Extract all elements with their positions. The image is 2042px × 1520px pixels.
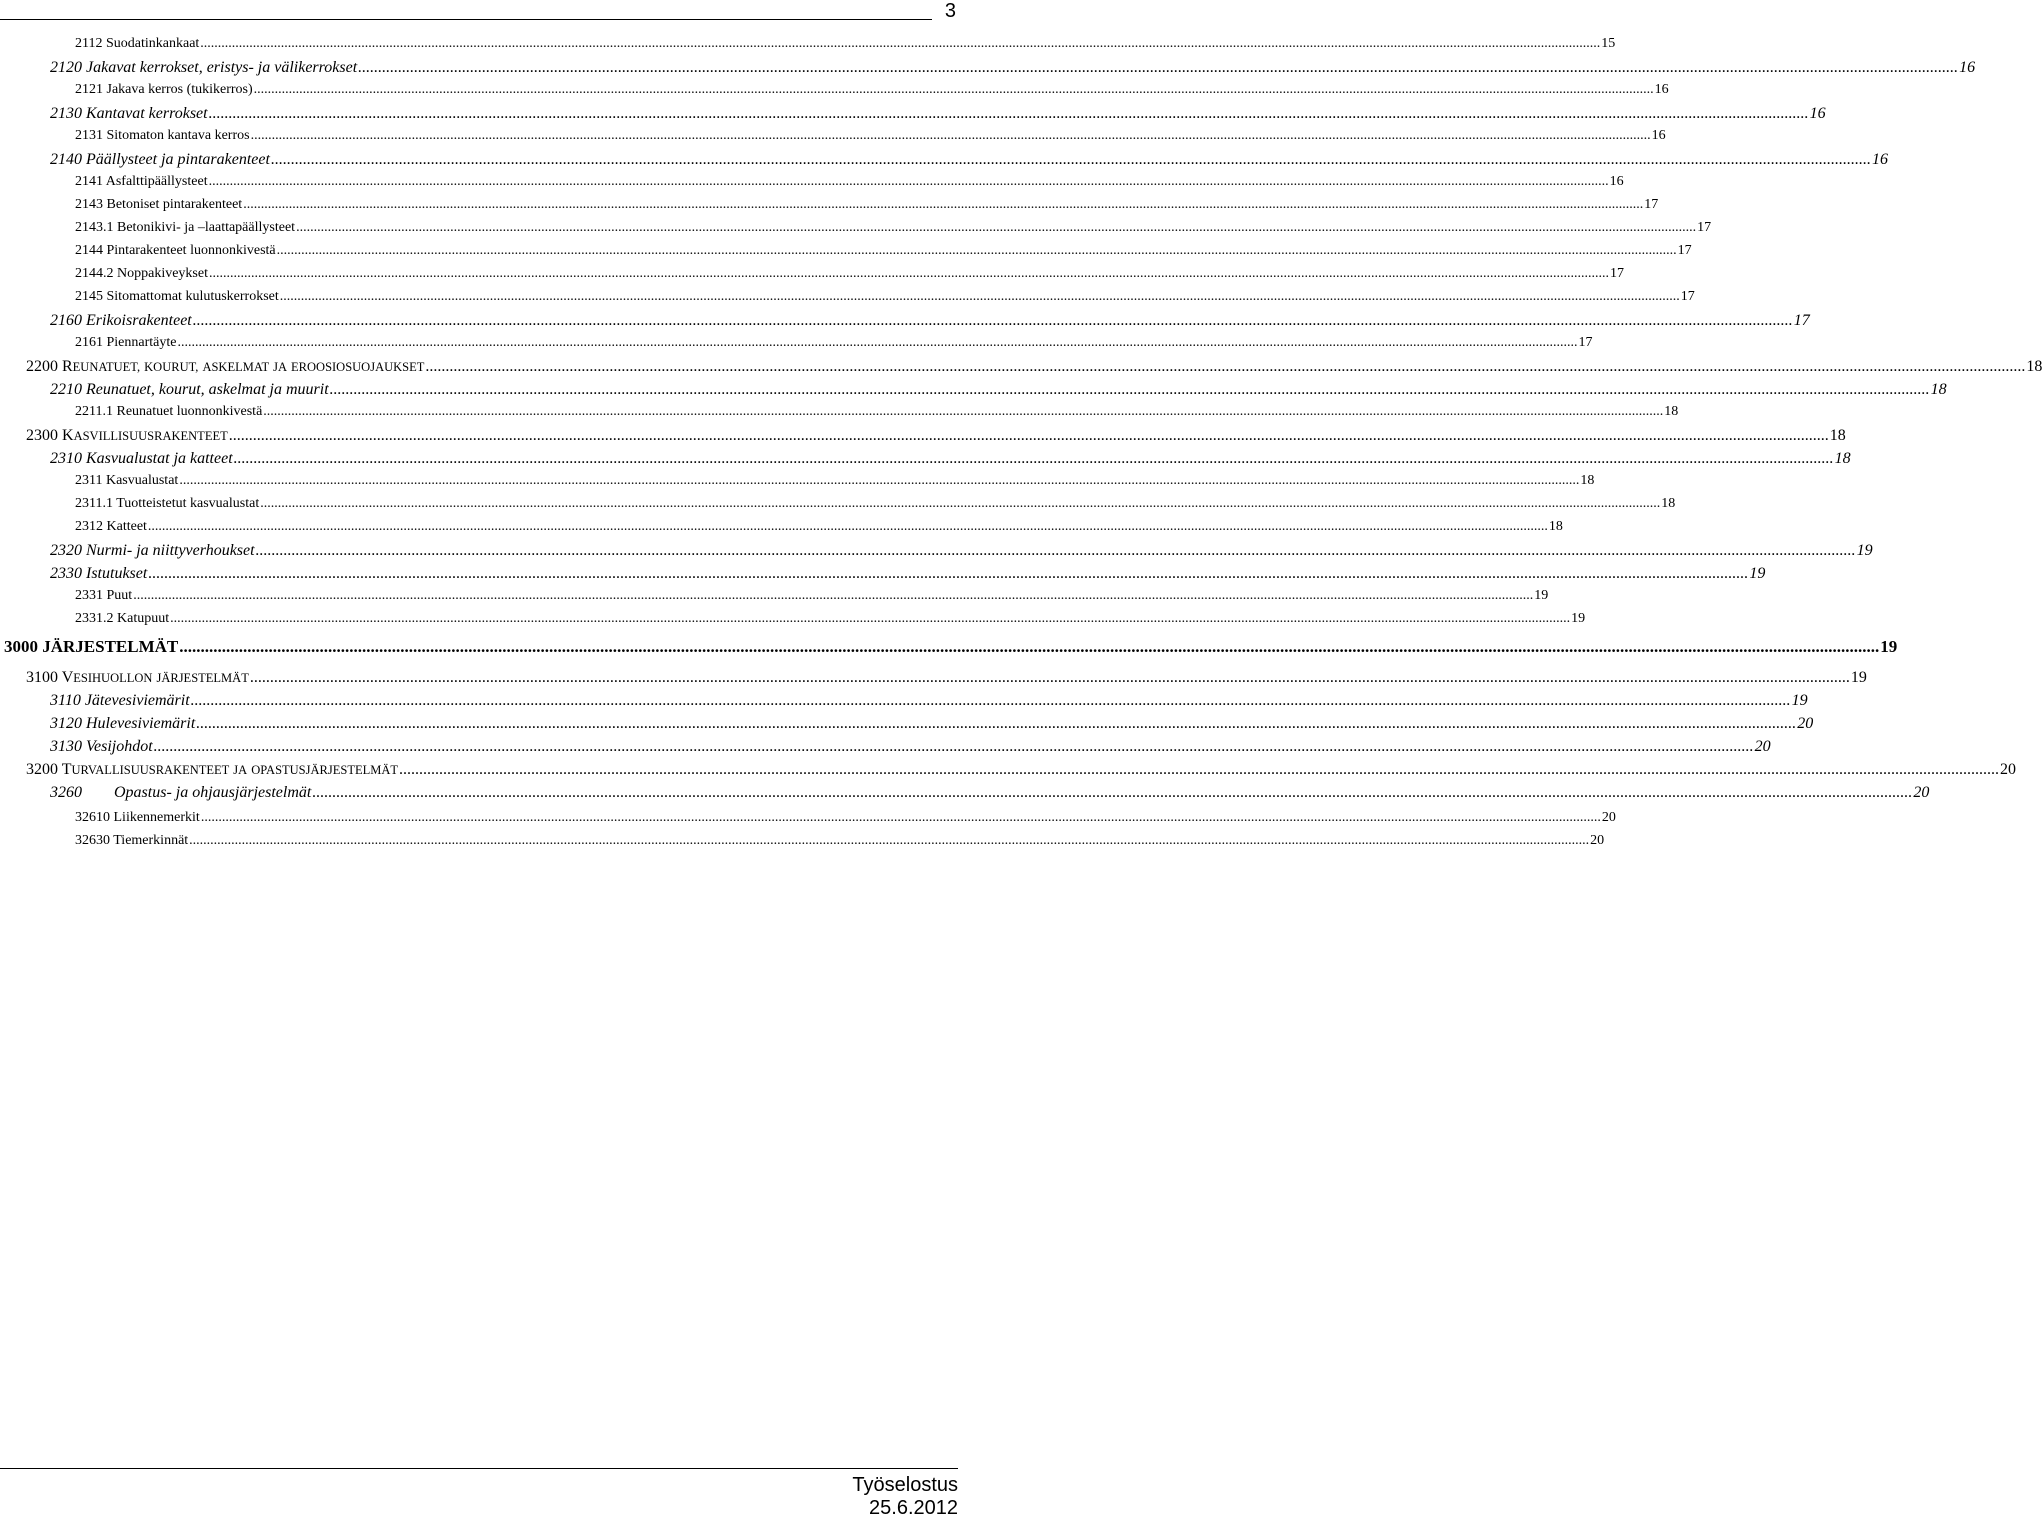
toc-entry[interactable]	[75, 833, 1605, 849]
toc-entry-page: 20	[1601, 810, 1616, 825]
toc-entry[interactable]	[50, 151, 1888, 169]
toc-entry-label: 2300 KASVILLISUUSRAKENTEET	[26, 427, 228, 444]
toc-entry[interactable]	[75, 243, 1692, 259]
toc-entry-label: 3130 Vesijohdot	[50, 738, 153, 755]
toc-entry-page: 16	[1809, 105, 1826, 122]
toc-entry-label: 2141 Asfalttipäällysteet	[75, 174, 208, 189]
toc-entry[interactable]	[4, 637, 1898, 657]
toc-entry[interactable]	[75, 220, 1712, 236]
toc-entry-label: 2311 Kasvualustat	[75, 473, 179, 488]
toc-entry-label: 2211.1 Reunatuet luonnonkivestä	[75, 404, 263, 419]
toc-entry-label: 2312 Katteet	[75, 519, 147, 534]
toc-entry-page: 18	[1661, 496, 1676, 511]
toc-entry[interactable]	[75, 810, 1616, 826]
toc-entry-page: 16	[1871, 151, 1888, 168]
toc-entry-page: 19	[1571, 611, 1586, 626]
toc-dot-leader: ................................................................................................................................................................................................................................................................................................................................................................................................................	[192, 312, 1793, 329]
toc-dot-leader: ................................................................................................................................................................................................................................................................................................................................................................................................................	[208, 174, 1609, 189]
toc-entry-label: 2121 Jakava kerros (tukikerros)	[75, 82, 253, 97]
toc-entry-label: 32630 Tiemerkinnät	[75, 833, 189, 848]
toc-entry-label: 2144 Pintarakenteet luonnonkivestä	[75, 243, 276, 258]
header-rule	[0, 19, 932, 20]
toc-entry[interactable]	[50, 450, 1851, 468]
toc-entry-page: 20	[1913, 784, 1930, 801]
toc-entry[interactable]	[50, 738, 1771, 756]
toc-entry[interactable]	[50, 565, 1766, 583]
toc-entry-label: 32610 Liikennemerkit	[75, 810, 200, 825]
toc-dot-leader: ................................................................................................................................................................................................................................................................................................................................................................................................................	[179, 473, 1580, 488]
toc-entry-page: 16	[1959, 59, 1976, 76]
toc-entry[interactable]	[75, 335, 1593, 351]
toc-entry[interactable]	[75, 496, 1676, 512]
toc-entry-label: 2144.2 Noppakiveykset	[75, 266, 208, 281]
toc-entry[interactable]	[50, 312, 1810, 330]
toc-entry-page: 17	[1644, 197, 1659, 212]
toc-entry-label: 3200 TURVALLISUUSRAKENTEET JA OPASTUSJÄRJESTELMÄT	[26, 761, 398, 778]
toc-dot-leader: ................................................................................................................................................................................................................................................................................................................................................................................................................	[329, 381, 1930, 398]
toc-entry-page: 19	[1749, 565, 1766, 582]
toc-dot-leader: ................................................................................................................................................................................................................................................................................................................................................................................................................	[179, 637, 1880, 656]
toc-entry[interactable]	[75, 128, 1666, 144]
toc-entry[interactable]	[50, 105, 1826, 123]
toc-entry[interactable]	[75, 404, 1679, 420]
toc-entry[interactable]	[26, 669, 1867, 687]
toc-entry-label: 2200 REUNATUET, KOURUT, ASKELMAT JA EROOSIOSUOJAUKSET	[26, 358, 425, 375]
toc-entry[interactable]	[50, 692, 1808, 710]
toc-entry-page: 17	[1697, 220, 1712, 235]
toc-entry-label: 3120 Hulevesiviemärit	[50, 715, 196, 732]
toc-entry[interactable]	[75, 82, 1669, 98]
toc-entry[interactable]	[75, 473, 1595, 489]
toc-entry-page: 18	[1580, 473, 1595, 488]
toc-dot-leader: ................................................................................................................................................................................................................................................................................................................................................................................................................	[255, 542, 1856, 559]
toc-entry-page: 19	[1880, 637, 1898, 656]
toc-entry-page: 18	[1834, 450, 1851, 467]
toc-dot-leader: ................................................................................................................................................................................................................................................................................................................................................................................................................	[260, 496, 1661, 511]
toc-entry-page: 19	[1850, 669, 1867, 686]
toc-entry-label: 2210 Reunatuet, kourut, askelmat ja muurit	[50, 381, 329, 398]
toc-dot-leader: ................................................................................................................................................................................................................................................................................................................................................................................................................	[270, 151, 1871, 168]
toc-dot-leader: ................................................................................................................................................................................................................................................................................................................................................................................................................	[228, 427, 1829, 444]
footer-rule	[0, 1468, 958, 1469]
toc-entry[interactable]	[75, 289, 1695, 305]
toc-dot-leader: ................................................................................................................................................................................................................................................................................................................................................................................................................	[170, 611, 1571, 626]
toc-entry-label: 2143 Betoniset pintarakenteet	[75, 197, 243, 212]
toc-entry[interactable]	[75, 588, 1549, 604]
toc-entry-page: 16	[1654, 82, 1669, 97]
toc-entry[interactable]	[50, 59, 1976, 77]
toc-entry-label: 2143.1 Betonikivi- ja –laattapäällysteet	[75, 220, 296, 235]
page-number: 3	[944, 0, 956, 22]
toc-dot-leader: ................................................................................................................................................................................................................................................................................................................................................................................................................	[358, 59, 1959, 76]
toc-entry-label: 2120 Jakavat kerrokset, eristys- ja välikerrokset	[50, 59, 358, 76]
toc-dot-leader: ................................................................................................................................................................................................................................................................................................................................................................................................................	[133, 588, 1534, 603]
toc-dot-leader: ................................................................................................................................................................................................................................................................................................................................................................................................................	[196, 715, 1797, 732]
toc-dot-leader: ................................................................................................................................................................................................................................................................................................................................................................................................................	[276, 243, 1677, 258]
toc-entry-page: 20	[2000, 761, 2016, 778]
toc-entry-label: 2131 Sitomaton kantava kerros	[75, 128, 250, 143]
toc-entry-page: 18	[1930, 381, 1947, 398]
toc-entry-label: 2130 Kantavat kerrokset	[50, 105, 208, 122]
toc-entry-page: 17	[1680, 289, 1695, 304]
toc-entry-page: 20	[1754, 738, 1771, 755]
toc-entry[interactable]	[75, 197, 1659, 213]
toc-entry-page: 20	[1797, 715, 1814, 732]
toc-dot-leader: ................................................................................................................................................................................................................................................................................................................................................................................................................	[253, 82, 1654, 97]
toc-dot-leader: ................................................................................................................................................................................................................................................................................................................................................................................................................	[177, 335, 1578, 350]
toc-entry-label: 3260 Opastus- ja ohjausjärjestelmät	[50, 784, 312, 801]
toc-entry-page: 15	[1601, 36, 1616, 51]
toc-dot-leader: ................................................................................................................................................................................................................................................................................................................................................................................................................	[425, 358, 2026, 375]
toc-dot-leader: ................................................................................................................................................................................................................................................................................................................................................................................................................	[312, 784, 1913, 801]
toc-entry[interactable]	[50, 715, 1814, 733]
toc-entry-label: 2161 Piennartäyte	[75, 335, 177, 350]
toc-dot-leader: ................................................................................................................................................................................................................................................................................................................................................................................................................	[250, 128, 1651, 143]
toc-dot-leader: ................................................................................................................................................................................................................................................................................................................................................................................................................	[263, 404, 1664, 419]
toc-entry[interactable]	[50, 381, 1947, 399]
toc-entry-page: 19	[1534, 588, 1549, 603]
toc-entry-label: 2160 Erikoisrakenteet	[50, 312, 192, 329]
toc-dot-leader: ................................................................................................................................................................................................................................................................................................................................................................................................................	[399, 761, 1999, 778]
toc-dot-leader: ................................................................................................................................................................................................................................................................................................................................................................................................................	[208, 266, 1609, 281]
footer-date: 25.6.2012	[869, 1497, 958, 1519]
toc-dot-leader: ................................................................................................................................................................................................................................................................................................................................................................................................................	[153, 738, 1754, 755]
toc-entry[interactable]	[26, 358, 2042, 376]
toc-entry-page: 18	[1664, 404, 1679, 419]
toc-entry-page: 17	[1677, 243, 1692, 258]
toc-entry-page: 18	[2026, 358, 2042, 375]
toc-entry-label: 2331 Puut	[75, 588, 133, 603]
toc-entry-label: 2140 Päällysteet ja pintarakenteet	[50, 151, 270, 168]
toc-entry[interactable]	[50, 542, 1873, 560]
toc-dot-leader: ................................................................................................................................................................................................................................................................................................................................................................................................................	[189, 833, 1590, 848]
toc-dot-leader: ................................................................................................................................................................................................................................................................................................................................................................................................................	[190, 692, 1791, 709]
footer-title: Työselostus	[852, 1474, 958, 1496]
toc-entry[interactable]	[75, 519, 1563, 535]
toc-entry-page: 16	[1609, 174, 1624, 189]
toc-entry[interactable]	[75, 266, 1624, 282]
toc-entry-label: 3000 JÄRJESTELMÄT	[4, 637, 179, 656]
toc-entry-label: 3110 Jätevesiviemärit	[50, 692, 190, 709]
toc-entry-label: 2311.1 Tuotteistetut kasvualustat	[75, 496, 260, 511]
toc-entry[interactable]	[26, 761, 2016, 779]
toc-entry-label: 2331.2 Katupuut	[75, 611, 170, 626]
toc-dot-leader: ................................................................................................................................................................................................................................................................................................................................................................................................................	[279, 289, 1680, 304]
toc-entry-label: 2145 Sitomattomat kulutuskerrokset	[75, 289, 279, 304]
toc-entry-page: 17	[1609, 266, 1624, 281]
toc-entry-label: 3100 VESIHUOLLON JÄRJESTELMÄT	[26, 669, 249, 686]
toc-dot-leader: ................................................................................................................................................................................................................................................................................................................................................................................................................	[208, 105, 1809, 122]
toc-dot-leader: ................................................................................................................................................................................................................................................................................................................................................................................................................	[200, 36, 1601, 51]
toc-entry-label: 2330 Istutukset	[50, 565, 148, 582]
toc-entry-page: 17	[1578, 335, 1593, 350]
toc-entry-label: 2310 Kasvualustat ja katteet	[50, 450, 233, 467]
toc-dot-leader: ................................................................................................................................................................................................................................................................................................................................................................................................................	[233, 450, 1834, 467]
toc-entry-page: 18	[1548, 519, 1563, 534]
toc-entry[interactable]	[75, 36, 1616, 52]
toc-entry[interactable]	[75, 611, 1586, 627]
toc-dot-leader: ................................................................................................................................................................................................................................................................................................................................................................................................................	[296, 220, 1697, 235]
toc-dot-leader: ................................................................................................................................................................................................................................................................................................................................................................................................................	[243, 197, 1644, 212]
toc-dot-leader: ................................................................................................................................................................................................................................................................................................................................................................................................................	[147, 519, 1548, 534]
toc-entry[interactable]	[75, 174, 1624, 190]
toc-entry-page: 18	[1829, 427, 1846, 444]
toc-dot-leader: ................................................................................................................................................................................................................................................................................................................................................................................................................	[249, 669, 1850, 686]
toc-entry-page: 16	[1651, 128, 1666, 143]
toc-entry-label: 2320 Nurmi- ja niittyverhoukset	[50, 542, 255, 559]
toc-entry[interactable]	[50, 784, 1930, 802]
toc-entry-page: 19	[1856, 542, 1873, 559]
toc-dot-leader: ................................................................................................................................................................................................................................................................................................................................................................................................................	[200, 810, 1601, 825]
footer	[852, 1474, 958, 1520]
toc-entry-page: 17	[1793, 312, 1810, 329]
toc-entry-page: 20	[1590, 833, 1605, 848]
toc-entry[interactable]	[26, 427, 1846, 445]
toc-entry-label: 2112 Suodatinkankaat	[75, 36, 200, 51]
toc-entry-page: 19	[1791, 692, 1808, 709]
toc-dot-leader: ................................................................................................................................................................................................................................................................................................................................................................................................................	[148, 565, 1749, 582]
